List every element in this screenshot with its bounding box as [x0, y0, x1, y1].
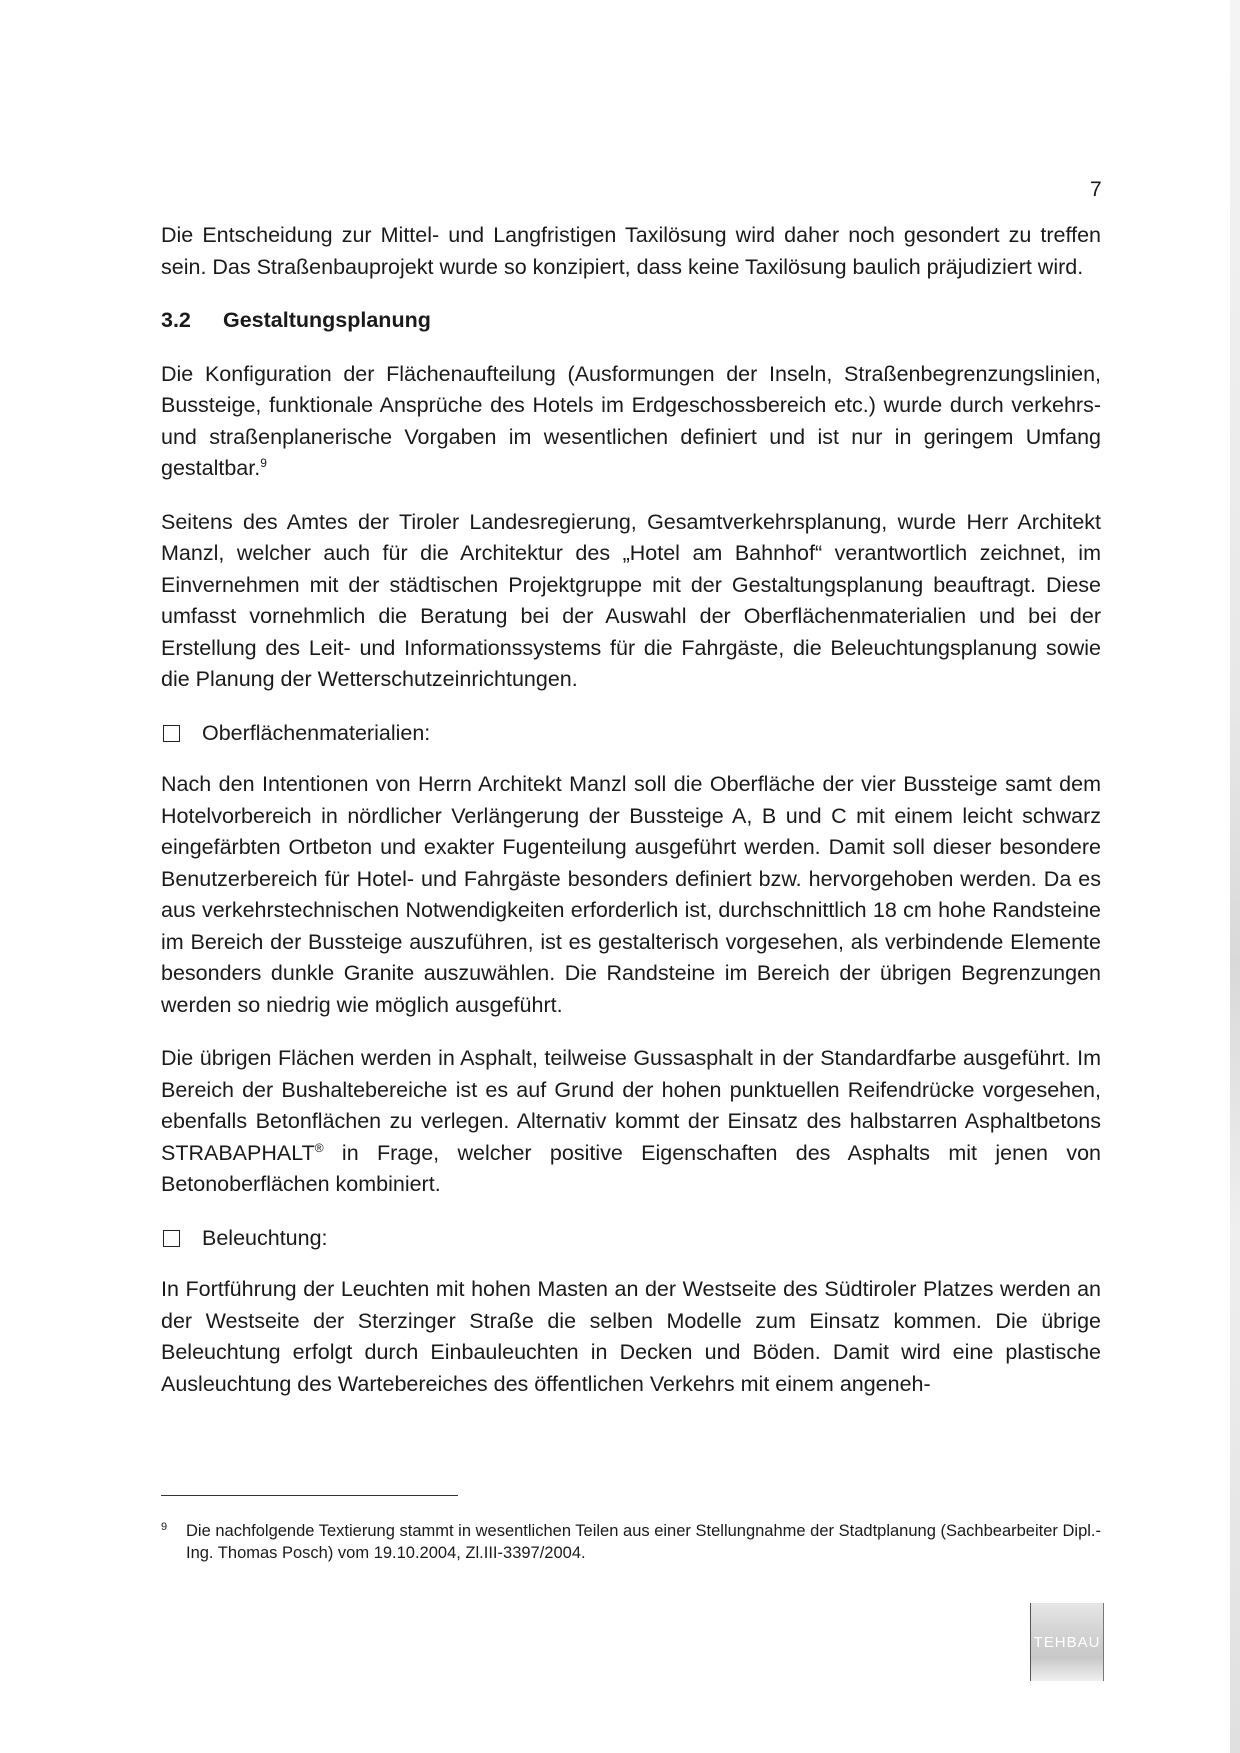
- bullet-surface-materials-label: Oberflächenmaterialien:: [202, 720, 431, 745]
- publisher-stamp-logo: [1030, 1603, 1104, 1681]
- paragraph-taxi-decision: Die Entscheidung zur Mittel- und Langfristigen Taxilösung wird daher noch gesondert zu treffen sein. Das Straßenbauprojekt wurde so konzipiert, dass keine Taxilösung baulich präjudiziert wird.: [161, 223, 1101, 279]
- page-number: 7: [1090, 178, 1102, 201]
- footnote-divider: [161, 1495, 458, 1496]
- paragraph-surface-materials: Nach den Intentionen von Herrn Architekt Manzl soll die Oberfläche der vier Bussteige samt dem Hotelvorbereich in nördlicher Verlängerung der Bussteige A, B und C mit einem leicht schwarz eingefärbten Ortbeton und exakter Fugenteilung ausgeführt werden. Damit soll dieser besondere Benutzerbereich für Hotel- und Fahrgäste besonders definiert bzw. hervorgehoben werden. Da es aus verkehrstechnischen Notwendigkeiten erforderlich ist, durchschnittlich 18 cm hohe Randsteine im Bereich der Bussteige auszuführen, ist es gestalterisch vorgesehen, als verbindende Elemente besonders dunkle Granite auszuwählen. Die Randsteine im Bereich der übrigen Begrenzungen werden so niedrig wie möglich ausgeführt.: [161, 772, 1101, 1017]
- paragraph-configuration-text: Die Konfiguration der Flächenaufteilung (Ausformungen der Inseln, Straßenbegrenzungslinien, Bussteige, funktionale Ansprüche des Hotels im Erdgeschossbereich etc.) wurde durch verkehrs- und straßenplanerische Vorgaben im wesentlichen definiert und ist nur in geringem Umfang gestaltbar.: [161, 361, 1101, 480]
- paragraph-design-planning: Seitens des Amtes der Tiroler Landesregierung, Gesamtverkehrsplanung, wurde Herr Architekt Manzl, welcher auch für die Architektur des „Hotel am Bahnhof“ verantwortlich zeichnet, im Einvernehmen mit der städtischen Projektgruppe mit der Gestaltungsplanung beauftragt. Diese umfasst vornehmlich die Beratung bei der Auswahl der Oberflächenmaterialien und bei der Erstellung des Leit- und Informationssystems für die Fahrgäste, die Beleuchtungsplanung sowie die Planung der Wetterschutzeinrichtungen.: [161, 509, 1101, 691]
- checkbox-bullet-icon: [163, 1230, 180, 1247]
- paragraph-configuration: [161, 359, 1101, 485]
- footnote-text: Die nachfolgende Textierung stammt in wesentlichen Teilen aus einer Stellungnahme der Stadtplanung (Sachbearbeiter Dipl.-Ing. Thomas Posch) vom 19.10.2004, Zl.III-3397/2004.: [186, 1522, 1101, 1562]
- checkbox-bullet-icon: [163, 725, 180, 742]
- registered-mark: ®: [314, 1140, 324, 1155]
- footnote: [161, 1520, 1101, 1564]
- bullet-surface-materials: [161, 718, 1101, 750]
- document-body: [161, 220, 1101, 1422]
- section-heading: [161, 305, 1101, 337]
- bullet-lighting-label: Beleuchtung:: [202, 1225, 328, 1250]
- paragraph-asphalt-text-2: in Frage, welcher positive Eigenschaften des Asphalts mit jenen von Betonoberflächen kombiniert.: [161, 1140, 1101, 1196]
- stamp-text: TEHBAU: [1033, 1633, 1101, 1651]
- paragraph-asphalt-text-1: Die übrigen Flächen werden in Asphalt, teilweise Gussasphalt in der Standardfarbe ausgeführt. Im Bereich der Bushaltebereiche ist es auf Grund der hohen punktuellen Reifendrücke vorgesehen, ebenfalls Betonflächen zu verlegen. Alternativ kommt der Einsatz des halbstarren Asphaltbetons STRABAPHALT: [161, 1046, 1101, 1165]
- section-title: Gestaltungsplanung: [223, 308, 431, 332]
- footnote-number: 9: [161, 1521, 168, 1533]
- section-number: 3.2: [161, 308, 191, 332]
- bullet-lighting: [161, 1223, 1101, 1255]
- scan-edge-shadow: [1230, 0, 1240, 1753]
- footnote-reference[interactable]: 9: [260, 455, 267, 470]
- paragraph-asphalt: [161, 1043, 1101, 1201]
- paragraph-lighting: In Fortführung der Leuchten mit hohen Masten an der Westseite des Südtiroler Platzes werden an der Westseite der Sterzinger Straße die selben Modelle zum Einsatz kommen. Die übrige Beleuchtung erfolgt durch Einbauleuchten in Decken und Böden. Damit wird eine plastische Ausleuchtung des Wartebereiches des öffentlichen Verkehrs mit einem angeneh-: [161, 1277, 1101, 1396]
